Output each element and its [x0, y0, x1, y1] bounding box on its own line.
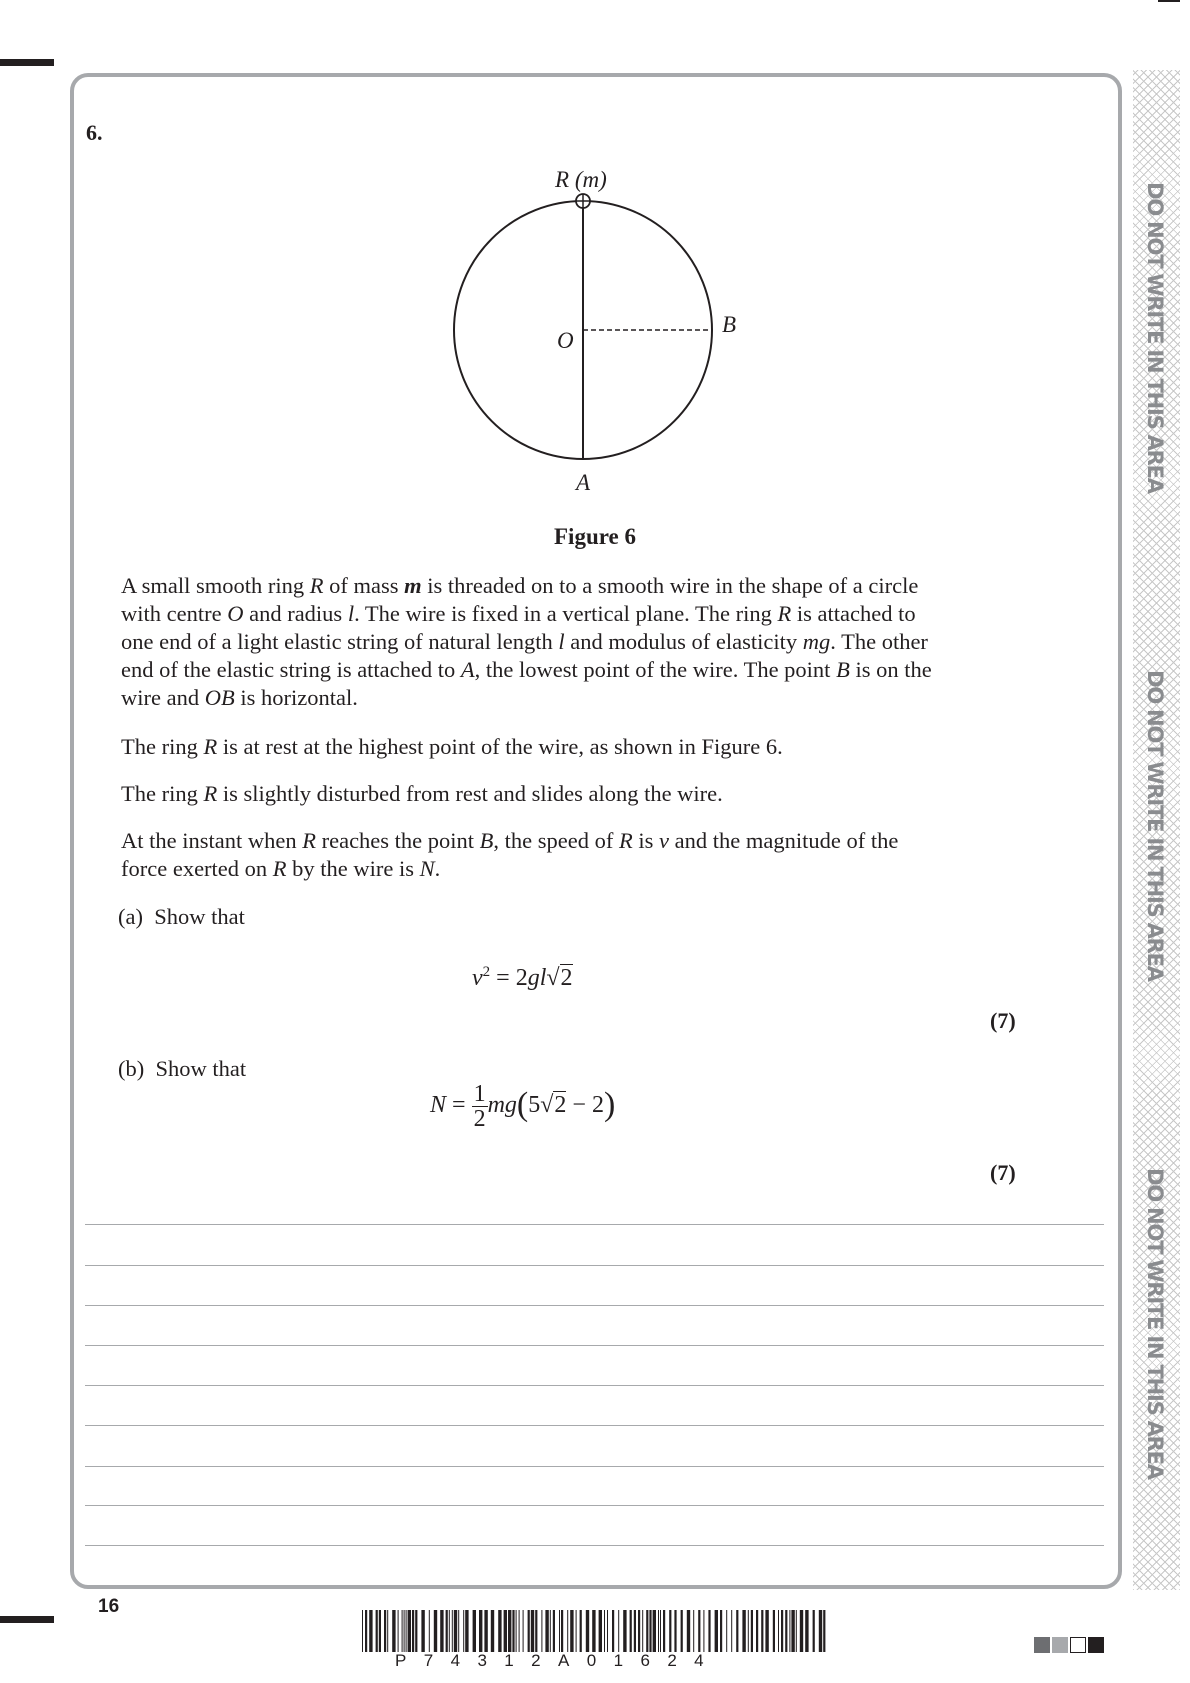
barcode-bar [618, 1610, 619, 1652]
barcode-bar [449, 1610, 450, 1652]
barcode-bar [796, 1610, 797, 1652]
answer-line [85, 1345, 1104, 1346]
barcode-bar [708, 1610, 710, 1652]
barcode-bar [805, 1610, 808, 1652]
part-a-equation: $v^2 = 2gl√2$ [472, 964, 573, 991]
registration-mark-bottom-left [0, 1616, 54, 1623]
part-b-marks: (7) [990, 1160, 1016, 1185]
barcode-bar [800, 1610, 803, 1652]
answer-line [85, 1425, 1104, 1426]
barcode-bar [634, 1610, 636, 1652]
answer-line [85, 1545, 1104, 1546]
barcode-bar [452, 1610, 453, 1652]
barcode-bar [535, 1610, 537, 1652]
page-number: 16 [98, 1596, 120, 1617]
barcode-bar [523, 1610, 524, 1652]
barcode-bar [773, 1610, 775, 1652]
barcode-bar [545, 1610, 548, 1652]
barcode-bar [687, 1610, 690, 1652]
registration-mark-top-right [1158, 0, 1180, 2]
barcode-bar [384, 1610, 386, 1652]
barcode-bar [465, 1610, 468, 1652]
figure-6-diagram [430, 160, 760, 500]
barcode-bar [649, 1610, 651, 1652]
barcode-bar [778, 1610, 779, 1652]
margin-warning: DO NOT WRITE IN THIS AREA [1143, 1168, 1167, 1479]
barcode-bar [765, 1610, 768, 1652]
barcode-bar [586, 1610, 589, 1652]
label-O: O [557, 328, 574, 353]
registration-mark-top-left [0, 59, 54, 66]
barcode-bar [570, 1610, 573, 1652]
part-a-marks: (7) [990, 1008, 1016, 1033]
barcode-bar [369, 1610, 372, 1652]
barcode-bar [387, 1610, 388, 1652]
barcode-bar [698, 1610, 700, 1652]
barcode-bar [663, 1610, 665, 1652]
barcode-bar [404, 1610, 405, 1652]
barcode-bar [561, 1610, 563, 1652]
question-paragraph-2: The ring R is at rest at the highest point of the wire, as shown in Figure 6. [121, 734, 783, 759]
barcode-bar [742, 1610, 745, 1652]
barcode-bar [463, 1610, 464, 1652]
question-paragraph-3: The ring R is slightly disturbed from rest and slides along the wire. [121, 781, 723, 806]
barcode-bar [630, 1610, 632, 1652]
barcode-bar [693, 1610, 694, 1652]
barcode-bar [592, 1610, 595, 1652]
barcode-bar [504, 1610, 507, 1652]
barcode-bar [402, 1610, 403, 1652]
barcode-bar [458, 1610, 459, 1652]
answer-line [85, 1385, 1104, 1386]
label-B: B [722, 312, 737, 337]
barcode-bar [479, 1610, 482, 1652]
question-number: 6. [86, 120, 103, 145]
figure-caption: Figure 6 [554, 524, 636, 549]
barcode-bar [761, 1610, 763, 1652]
barcode-bar [781, 1610, 783, 1652]
barcode-bar [789, 1610, 790, 1652]
barcode-bar [638, 1610, 640, 1652]
answer-line [85, 1505, 1104, 1506]
barcode-bar [607, 1610, 608, 1652]
barcode-bar [498, 1610, 501, 1652]
barcode-bar [446, 1610, 448, 1652]
label-R: R [555, 167, 570, 192]
barcode-bar [599, 1610, 602, 1652]
barcode-bar [720, 1610, 722, 1652]
question-stem: A small smooth ring R of mass m is threaded on to a smooth wire in the shape of a circle with centre O and radius l. The wire is fixed in a vertical plane. The ring R is attached to one end of a light elastic string of natural length l and modulus of elasticity mg. The other end of the elastic string is attached to A, the lowest point of the wire. The point B is on the wire and OB is horizontal. [121, 573, 932, 710]
barcode-bar [550, 1610, 551, 1652]
margin-warning: DO NOT WRITE IN THIS AREA [1143, 670, 1167, 981]
barcode-bar [484, 1610, 487, 1652]
barcode-bar [580, 1610, 582, 1652]
barcode-bar [365, 1610, 367, 1652]
barcode-bar [559, 1610, 560, 1652]
barcode-bar [362, 1610, 363, 1652]
answer-line [85, 1224, 1104, 1225]
barcode-bar [519, 1610, 520, 1652]
barcode-bar [429, 1610, 430, 1652]
barcode-bar [412, 1610, 414, 1652]
answer-line [85, 1305, 1104, 1306]
barcode-bar [553, 1610, 555, 1652]
barcode-bar [434, 1610, 437, 1652]
barcode-bar [379, 1610, 381, 1652]
barcode-bar [715, 1610, 718, 1652]
barcode-bar [681, 1610, 683, 1652]
barcode-bar [658, 1610, 659, 1652]
answer-line [85, 1265, 1104, 1266]
barcode-bar [623, 1610, 626, 1652]
label-m: (m) [574, 167, 607, 192]
barcode-bar [813, 1610, 815, 1652]
barcode-bar [406, 1610, 407, 1652]
question-paragraph-4: At the instant when R reaches the point B, the speed of R is v and the magnitude of the force exerted on R by the wire is N. [121, 828, 899, 881]
part-b-equation: N = $\frac{1}{2}$ mg(5√2 − 2) [430, 1081, 616, 1132]
barcode-bar [748, 1610, 749, 1652]
barcode-bar [785, 1610, 787, 1652]
barcode-bar [756, 1610, 758, 1652]
barcode-bar [508, 1610, 511, 1652]
barcode-bar [726, 1610, 727, 1652]
part-a-prompt: (a) Show that [118, 904, 245, 929]
colour-check-squares [1034, 1637, 1104, 1653]
barcode-bar [669, 1610, 671, 1652]
barcode-bar [576, 1610, 577, 1652]
barcode-bar [823, 1610, 825, 1652]
label-A: A [576, 470, 591, 495]
barcode [362, 1610, 828, 1652]
barcode-bar [398, 1610, 399, 1652]
barcode-bar [642, 1610, 643, 1652]
barcode-bar [541, 1610, 542, 1652]
answer-line [85, 1466, 1104, 1467]
barcode-bar [440, 1610, 443, 1652]
barcode-bar [421, 1610, 424, 1652]
barcode-bar [660, 1610, 661, 1652]
barcode-bar [791, 1610, 794, 1652]
barcode-bar [376, 1610, 378, 1652]
margin-warning: DO NOT WRITE IN THIS AREA [1143, 182, 1167, 493]
barcode-bar [703, 1610, 704, 1652]
part-b-prompt: (b) Show that [118, 1056, 247, 1081]
svg-text:R (m) [554, 167, 607, 192]
barcode-bar [415, 1610, 417, 1652]
barcode-bar [567, 1610, 568, 1652]
barcode-bar [819, 1610, 822, 1652]
barcode-bar [516, 1610, 517, 1652]
barcode-bar [392, 1610, 395, 1652]
barcode-bar [653, 1610, 656, 1652]
barcode-bar [528, 1610, 530, 1652]
barcode-bar [454, 1610, 457, 1652]
barcode-bar [491, 1610, 494, 1652]
barcode-bar [646, 1610, 648, 1652]
barcode-bar [604, 1610, 605, 1652]
barcode-bar [612, 1610, 614, 1652]
barcode-bar [473, 1610, 476, 1652]
barcode-bar [531, 1610, 534, 1652]
barcode-bar [751, 1610, 753, 1652]
barcode-digits: P74312A01624 [395, 1651, 722, 1670]
barcode-bar [731, 1610, 732, 1652]
barcode-bar [674, 1610, 676, 1652]
barcode-bar [408, 1610, 411, 1652]
barcode-bar [512, 1610, 514, 1652]
barcode-bar [736, 1610, 738, 1652]
